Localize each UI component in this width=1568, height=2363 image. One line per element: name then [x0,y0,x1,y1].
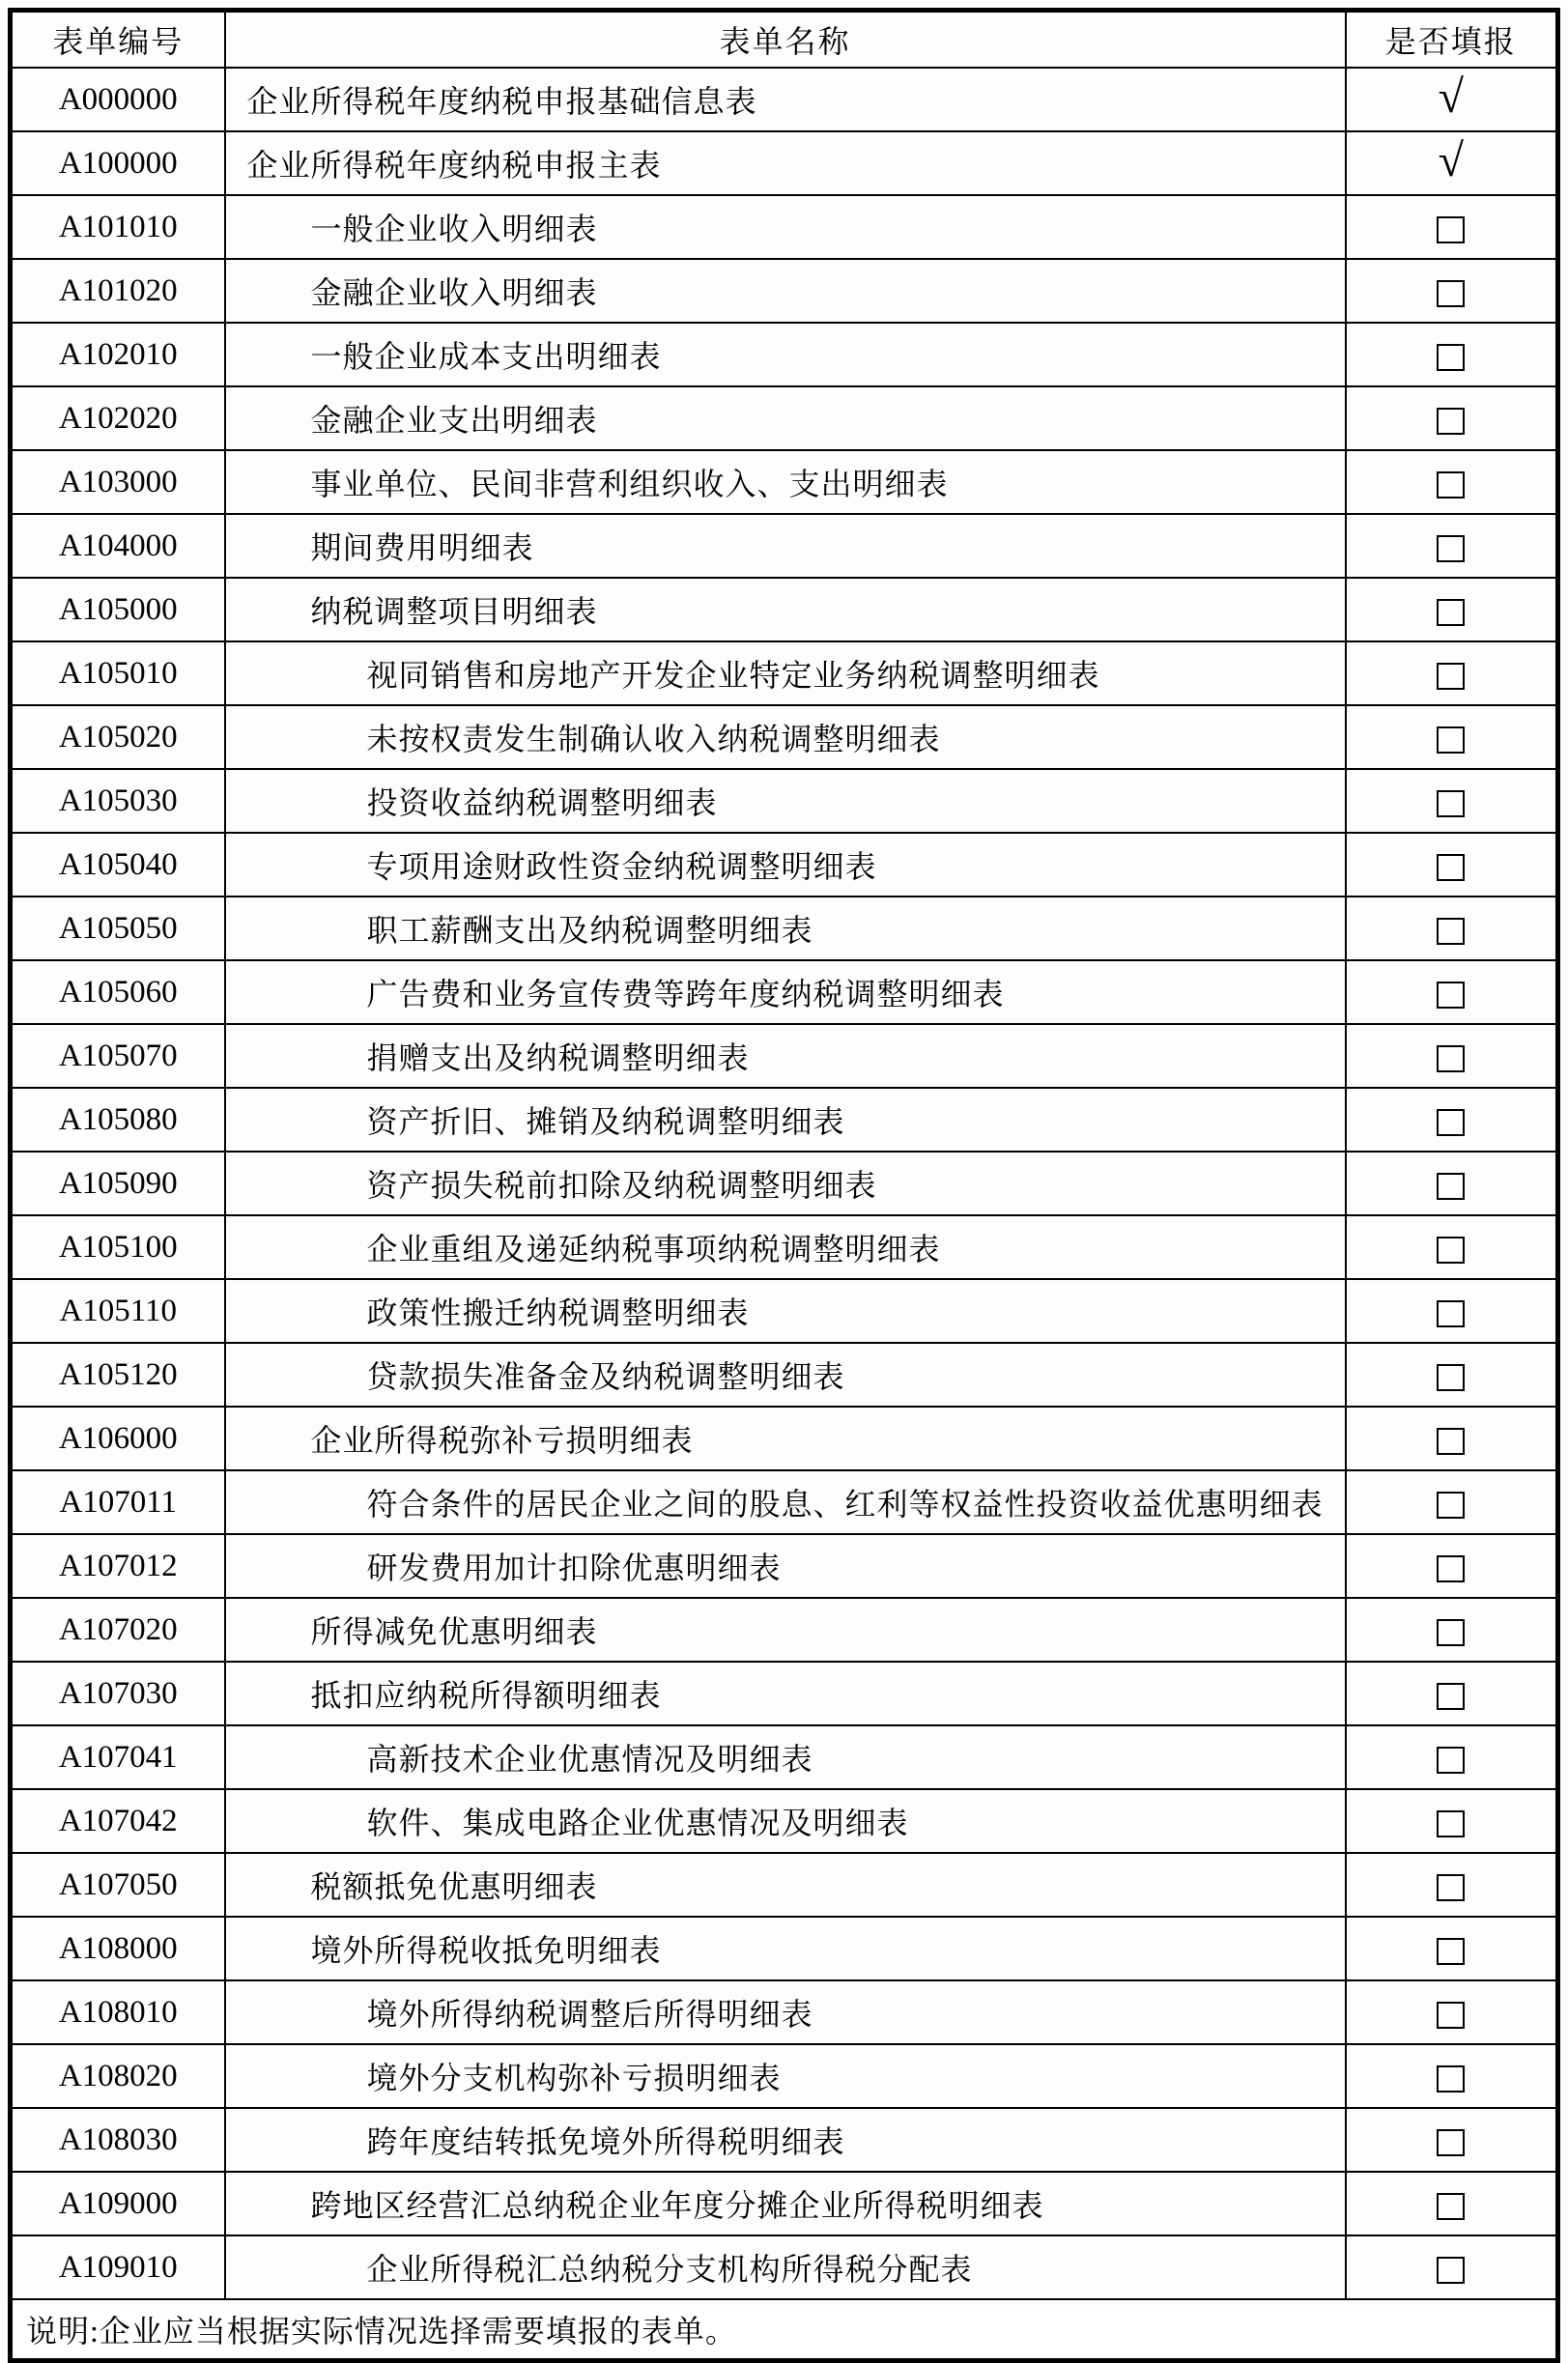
table-row [11,1534,1558,1598]
table-row [11,1152,1558,1215]
form-code: A107020 [11,1598,225,1662]
table-row [11,2172,1558,2235]
fill-status-cell [1346,769,1558,833]
fill-status-cell [1346,960,1558,1024]
empty-checkbox [1437,344,1465,371]
fill-status-cell [1346,2108,1558,2172]
form-name: 符合条件的居民企业之间的股息、红利等权益性投资收益优惠明细表 [225,1470,1346,1534]
table-row [11,1215,1558,1279]
form-code: A107041 [11,1725,225,1789]
form-name: 一般企业收入明细表 [225,195,1346,259]
form-name: 跨地区经营汇总纳税企业年度分摊企业所得税明细表 [225,2172,1346,2235]
form-code: A107050 [11,1853,225,1917]
empty-checkbox [1437,2065,1465,2093]
fill-status-cell [1346,1407,1558,1470]
form-code: A101010 [11,195,225,259]
form-name: 抵扣应纳税所得额明细表 [225,1662,1346,1725]
form-code: A103000 [11,450,225,514]
table-row [11,386,1558,450]
table-row [11,1470,1558,1534]
form-code: A108020 [11,2044,225,2108]
fill-status-cell [1346,68,1558,131]
empty-checkbox [1437,1109,1465,1136]
fill-status-cell [1346,1980,1558,2044]
fill-status-cell [1346,1152,1558,1215]
table-row [11,769,1558,833]
fill-status-cell [1346,195,1558,259]
empty-checkbox [1437,982,1465,1009]
form-code: A106000 [11,1407,225,1470]
fill-status-cell [1346,2172,1558,2235]
footer-note: 说明:企业应当根据实际情况选择需要填报的表单。 [11,2299,1558,2361]
fill-status-cell [1346,1853,1558,1917]
fill-status-cell [1346,1534,1558,1598]
form-code: A107030 [11,1662,225,1725]
table-row [11,195,1558,259]
form-name: 跨年度结转抵免境外所得税明细表 [225,2108,1346,2172]
form-name: 企业所得税年度纳税申报基础信息表 [225,68,1346,131]
table-header [11,11,1558,69]
table-row [11,641,1558,705]
empty-checkbox [1437,1874,1465,1901]
form-code: A108010 [11,1980,225,2044]
table-row [11,1980,1558,2044]
fill-status-cell [1346,2235,1558,2299]
form-name: 境外分支机构弥补亏损明细表 [225,2044,1346,2108]
empty-checkbox [1437,1619,1465,1646]
form-name: 企业所得税年度纳税申报主表 [225,131,1346,195]
table-row [11,897,1558,960]
form-name: 资产折旧、摊销及纳税调整明细表 [225,1088,1346,1152]
fill-status-cell [1346,450,1558,514]
form-code: A105110 [11,1279,225,1343]
form-code: A107042 [11,1789,225,1853]
fill-status-cell [1346,323,1558,386]
empty-checkbox [1437,535,1465,562]
empty-checkbox [1437,2002,1465,2029]
table-row [11,833,1558,897]
table-row [11,2235,1558,2299]
form-name: 金融企业支出明细表 [225,386,1346,450]
form-code: A105050 [11,897,225,960]
fill-status-cell [1346,1917,1558,1980]
fill-status-cell [1346,2044,1558,2108]
table-row [11,1343,1558,1407]
check-mark: √ [1438,71,1464,123]
form-code: A105010 [11,641,225,705]
empty-checkbox [1437,2257,1465,2284]
form-code: A105020 [11,705,225,769]
form-list-table [8,8,1560,2363]
header-form-code: 表单编号 [11,11,225,69]
form-name: 贷款损失准备金及纳税调整明细表 [225,1343,1346,1407]
form-code: A108000 [11,1917,225,1980]
empty-checkbox [1437,1683,1465,1710]
form-name: 企业重组及递延纳税事项纳税调整明细表 [225,1215,1346,1279]
empty-checkbox [1437,599,1465,626]
form-name: 纳税调整项目明细表 [225,578,1346,641]
header-form-name: 表单名称 [225,11,1346,69]
fill-status-cell [1346,578,1558,641]
table-row [11,1407,1558,1470]
empty-checkbox [1437,216,1465,243]
table-row [11,1598,1558,1662]
form-name: 事业单位、民间非营利组织收入、支出明细表 [225,450,1346,514]
empty-checkbox [1437,1810,1465,1837]
fill-status-cell [1346,1279,1558,1343]
empty-checkbox [1437,1173,1465,1200]
form-name: 软件、集成电路企业优惠情况及明细表 [225,1789,1346,1853]
empty-checkbox [1437,1492,1465,1519]
table-row [11,1279,1558,1343]
fill-status-cell [1346,1789,1558,1853]
empty-checkbox [1437,2129,1465,2156]
fill-status-cell [1346,1598,1558,1662]
empty-checkbox [1437,918,1465,945]
form-name: 资产损失税前扣除及纳税调整明细表 [225,1152,1346,1215]
fill-status-cell [1346,1024,1558,1088]
fill-status-cell [1346,897,1558,960]
empty-checkbox [1437,471,1465,498]
empty-checkbox [1437,1300,1465,1327]
table-row [11,259,1558,323]
empty-checkbox [1437,1747,1465,1774]
empty-checkbox [1437,1555,1465,1582]
form-name: 境外所得税收抵免明细表 [225,1917,1346,1980]
form-code: A109010 [11,2235,225,2299]
form-name: 期间费用明细表 [225,514,1346,578]
form-code: A105100 [11,1215,225,1279]
form-code: A105000 [11,578,225,641]
table-row [11,131,1558,195]
form-name: 投资收益纳税调整明细表 [225,769,1346,833]
fill-status-cell [1346,1662,1558,1725]
table-row [11,1789,1558,1853]
form-code: A000000 [11,68,225,131]
table-row [11,960,1558,1024]
table-row [11,323,1558,386]
empty-checkbox [1437,663,1465,690]
form-name: 职工薪酬支出及纳税调整明细表 [225,897,1346,960]
form-code: A105040 [11,833,225,897]
fill-status-cell [1346,1343,1558,1407]
header-fill-status: 是否填报 [1346,11,1558,69]
empty-checkbox [1437,408,1465,435]
form-name: 企业所得税弥补亏损明细表 [225,1407,1346,1470]
empty-checkbox [1437,1364,1465,1391]
form-name: 广告费和业务宣传费等跨年度纳税调整明细表 [225,960,1346,1024]
form-name: 捐赠支出及纳税调整明细表 [225,1024,1346,1088]
form-code: A107011 [11,1470,225,1534]
empty-checkbox [1437,790,1465,817]
form-name: 金融企业收入明细表 [225,259,1346,323]
form-code: A107012 [11,1534,225,1598]
empty-checkbox [1437,1938,1465,1965]
table-row [11,1024,1558,1088]
form-name: 专项用途财政性资金纳税调整明细表 [225,833,1346,897]
form-name: 境外所得纳税调整后所得明细表 [225,1980,1346,2044]
form-code: A105120 [11,1343,225,1407]
empty-checkbox [1437,1428,1465,1455]
form-table-body [11,68,1558,2299]
empty-checkbox [1437,1237,1465,1264]
form-code: A101020 [11,259,225,323]
table-row [11,514,1558,578]
fill-status-cell [1346,386,1558,450]
form-code: A105070 [11,1024,225,1088]
table-footer [11,2299,1558,2361]
fill-status-cell [1346,641,1558,705]
table-row [11,1662,1558,1725]
table-row [11,68,1558,131]
form-name: 高新技术企业优惠情况及明细表 [225,1725,1346,1789]
table-row [11,2044,1558,2108]
fill-status-cell [1346,1725,1558,1789]
form-name: 视同销售和房地产开发企业特定业务纳税调整明细表 [225,641,1346,705]
table-row [11,1088,1558,1152]
footer-row [11,2299,1558,2361]
form-code: A105060 [11,960,225,1024]
header-row [11,11,1558,69]
form-code: A108030 [11,2108,225,2172]
table-row [11,705,1558,769]
form-name: 所得减免优惠明细表 [225,1598,1346,1662]
fill-status-cell [1346,833,1558,897]
fill-status-cell [1346,131,1558,195]
form-code: A104000 [11,514,225,578]
table-row [11,1917,1558,1980]
empty-checkbox [1437,726,1465,754]
form-name: 未按权责发生制确认收入纳税调整明细表 [225,705,1346,769]
table-row [11,450,1558,514]
empty-checkbox [1437,280,1465,307]
table-row [11,1853,1558,1917]
empty-checkbox [1437,2193,1465,2220]
form-code: A105090 [11,1152,225,1215]
form-name: 政策性搬迁纳税调整明细表 [225,1279,1346,1343]
fill-status-cell [1346,1215,1558,1279]
table-row [11,2108,1558,2172]
form-code: A102020 [11,386,225,450]
fill-status-cell [1346,259,1558,323]
form-name: 企业所得税汇总纳税分支机构所得税分配表 [225,2235,1346,2299]
empty-checkbox [1437,854,1465,881]
form-code: A109000 [11,2172,225,2235]
check-mark: √ [1438,135,1464,186]
form-code: A105030 [11,769,225,833]
form-name: 税额抵免优惠明细表 [225,1853,1346,1917]
fill-status-cell [1346,514,1558,578]
form-code: A102010 [11,323,225,386]
table-row [11,578,1558,641]
form-code: A105080 [11,1088,225,1152]
empty-checkbox [1437,1045,1465,1072]
fill-status-cell [1346,705,1558,769]
form-name: 一般企业成本支出明细表 [225,323,1346,386]
table-row [11,1725,1558,1789]
form-name: 研发费用加计扣除优惠明细表 [225,1534,1346,1598]
fill-status-cell [1346,1088,1558,1152]
form-code: A100000 [11,131,225,195]
fill-status-cell [1346,1470,1558,1534]
